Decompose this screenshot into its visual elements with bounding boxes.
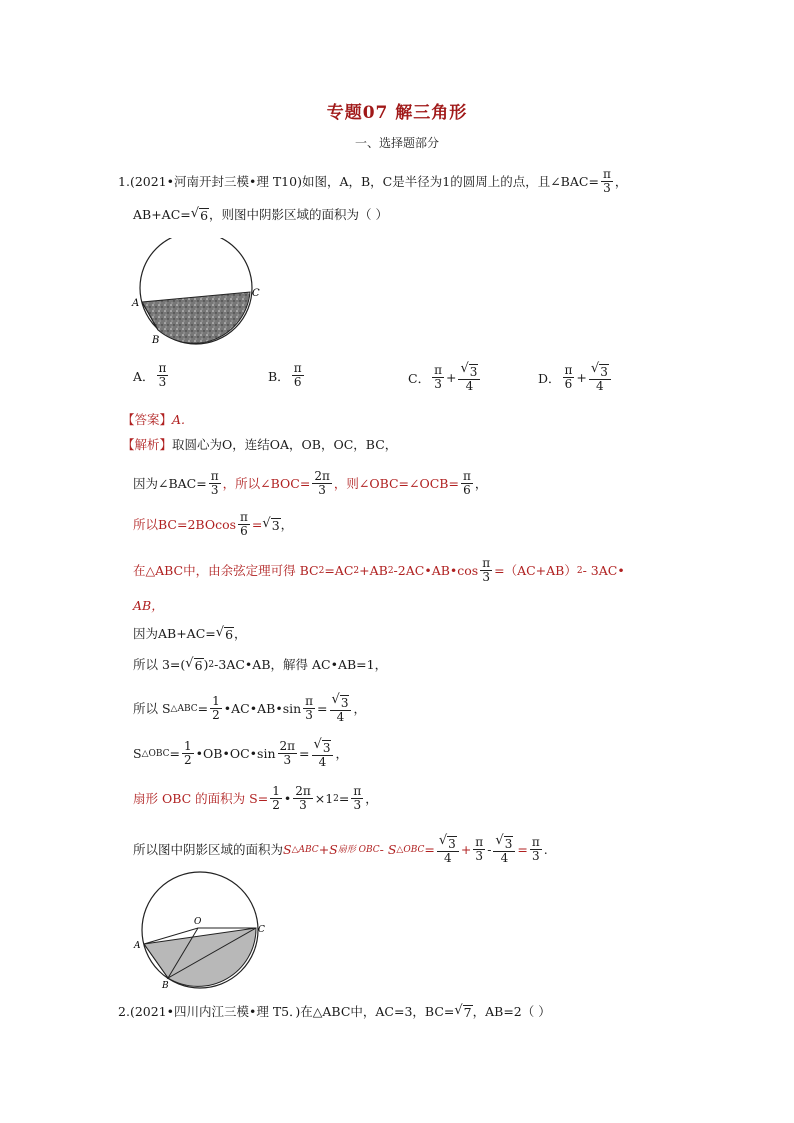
analysis-tag: 【解析】 (122, 437, 173, 452)
answer-value: A. (172, 412, 186, 427)
q1-stem-text: 如图，A，B，C是半径为1的圆周上的点，且∠BAC= (301, 173, 599, 189)
analysis-line-7: 所以 S △ABC = $\frac{1}{2}$ •AC•AB•sin $\frac{\pi}{3}$ = √ 3 4 ， (133, 692, 366, 724)
q2-source: (2021•四川内江三模•理 T5．) (129, 1003, 301, 1019)
label-b: B (152, 335, 160, 346)
q1-stem-fraction: $\frac{\pi}{3}$ (602, 167, 611, 195)
answer-line (122, 412, 185, 428)
figure-1-circle-diagram (128, 238, 268, 350)
analysis-line-10: 所以图中阴影区域的面积为 S △ABC +S 扇形 OBC - S △OBC = √ 3 4 + $\frac{\pi}{3}$ - √ 3 4 = $\frac{\pi}{3}$ . (133, 833, 548, 865)
analysis-line-4: 在△ABC中，由余弦定理可得 BC 2 =AC 2 +AB 2 -2AC•AB•cos $\frac{\pi}{3}$ =（AC+AB） 2 - 3AC• (133, 556, 625, 584)
page-title: 专题07 解三角形 (326, 103, 468, 123)
choice-a[interactable]: A． $\frac{\pi}{3}$ (133, 361, 167, 389)
q1-stem-line-2: AB+AC= √ 6 ，则图中阴影区域的面积为（ ） (133, 206, 388, 223)
analysis-line-5: 因为AB+AC= √ 6 ， (133, 625, 247, 642)
label-b-2: B (162, 981, 169, 991)
q2-number: 2. (118, 1003, 130, 1019)
q1-number: 1. (118, 173, 130, 189)
shaded-region-2 (144, 928, 256, 986)
label-a: A (132, 298, 140, 309)
q1-stem-line-1: 1. (2021•河南开封三模•理 T10) 如图，A，B，C是半径为1的圆周上的点，且∠BAC= $\frac{\pi}{3}$ ， (118, 167, 628, 195)
figure-2-circle-diagram (128, 870, 276, 992)
analysis-line-6: 所以 3=( √ 6 ) 2 -3AC•AB，解得 AC•AB=1， (133, 656, 388, 673)
analysis-line-9: 扇形 OBC 的面积为 S= $\frac{1}{2}$ • $\frac{2\pi}{3}$ ×1 2 = $\frac{\pi}{3}$ ， (133, 784, 378, 812)
label-o: O (194, 917, 202, 927)
analysis-line-2: 因为∠BAC= $\frac{\pi}{3}$ ，所以∠BOC= $\frac{2\pi}{3}$ ，则∠OBC=∠OCB= $\frac{\pi}{6}$ ， (133, 469, 488, 497)
analysis-line-8: S △OBC = $\frac{1}{2}$ •OB•OC•sin $\frac{2\pi}{3}$ = √ 3 4 ， (133, 737, 348, 769)
label-c-2: C (258, 925, 265, 935)
label-c: C (252, 288, 260, 299)
analysis-line-4b: AB， (133, 598, 164, 613)
choice-d[interactable]: D． $\frac{\pi}{6}$ + √ 3 4 (538, 362, 613, 393)
choice-c[interactable]: C． $\frac{\pi}{3}$ + √ 3 4 (408, 362, 482, 393)
q2-stem: 2. (2021•四川内江三模•理 T5．) 在△ABC中，AC=3，BC= √ 7 ，AB=2（ ） (118, 1003, 551, 1020)
label-a-2: A (134, 941, 141, 951)
q1-source: (2021•河南开封三模•理 T10) (129, 173, 302, 189)
answer-tag: 【答案】 (122, 412, 173, 427)
section-heading: 一、选择题部分 (354, 136, 439, 150)
choice-b[interactable]: B． $\frac{\pi}{6}$ (268, 361, 302, 389)
analysis-line-3: 所以BC=2BOcos $\frac{\pi}{6}$ = √ 3 ， (133, 510, 294, 538)
sqrt-6: √ 6 (190, 206, 209, 223)
analysis-line-1: 【解析】 取圆心为O，连结OA，OB，OC，BC， (122, 437, 398, 452)
